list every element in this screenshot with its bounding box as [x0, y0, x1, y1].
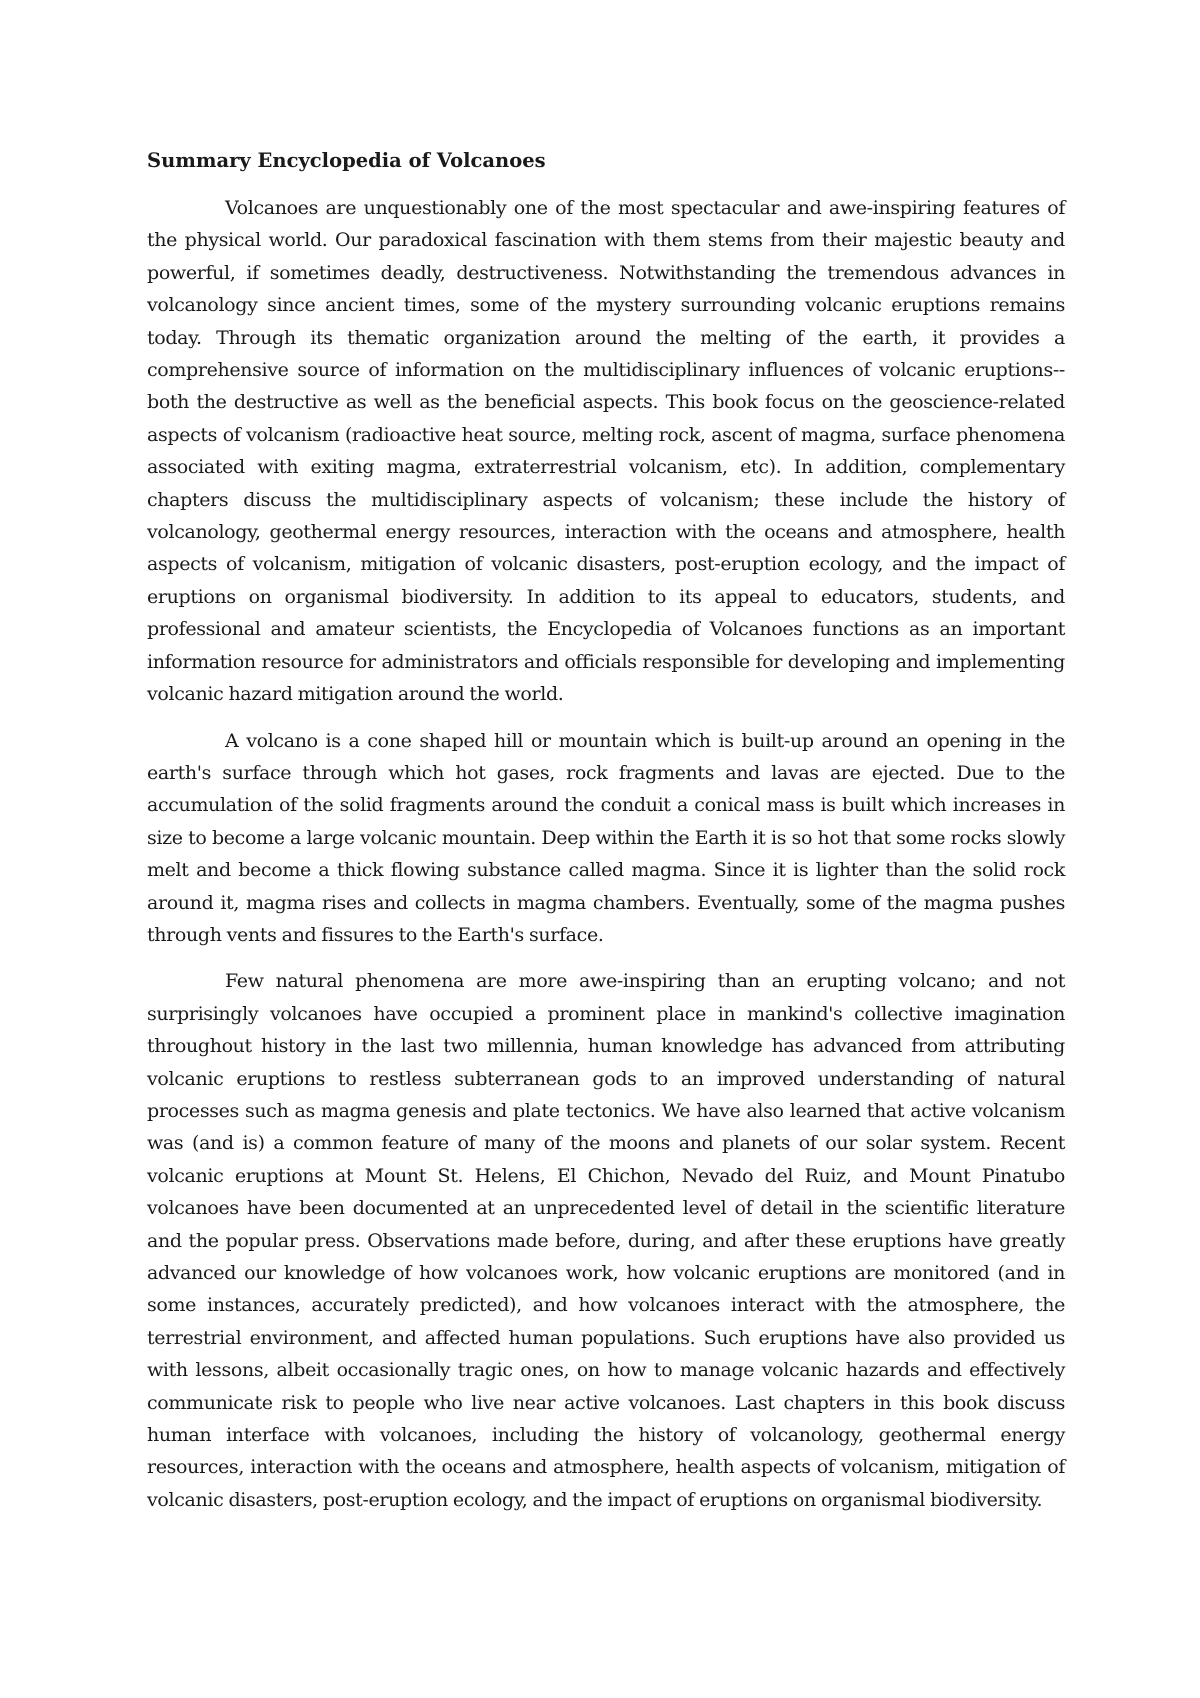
document-title: Summary Encyclopedia of Volcanoes — [147, 149, 546, 172]
paragraph-history-and-research: Few natural phenomena are more awe-inspiring than an erupting volcano; and not surprisingly volcanoes have occupied a prominent place in mankind's collective imagination throughout history in the last two millennia, human knowledge has advanced from attributing volcanic eruptions to restless subterranean gods to an improved understanding of natural processes such as magma genesis and plate tectonics. We have also learned that active volcanism was (and is) a common feature of many of the moons and planets of our solar system. Recent volcanic eruptions at Mount St. Helens, El Chichon, Nevado del Ruiz, and Mount Pinatubo volcanoes have been documented at an unprecedented level of detail in the scientific literature and the popular press. Observations made before, during, and after these eruptions have greatly advanced our knowledge of how volcanoes work, how volcanic eruptions are monitored (and in some instances, accurately predicted), and how volcanoes interact with the atmosphere, the terrestrial environment, and affected human populations. Such eruptions have also provided us with lessons, albeit occasionally tragic ones, on how to manage volcanic hazards and effectively communicate risk to people who live near active volcanoes. Last chapters in this book discuss human interface with volcanoes, including the history of volcanology, geothermal energy resources, interaction with the oceans and atmosphere, health aspects of volcanism, mitigation of volcanic disasters, post-eruption ecology, and the impact of eruptions on organismal biodiversity. — [147, 970, 1065, 1511]
document-body — [147, 145, 1065, 1530]
paragraph-intro: Volcanoes are unquestionably one of the most spectacular and awe-inspiring features of the physical world. Our paradoxical fascination with them stems from their majestic beauty and powerful, if sometimes deadly, destructiveness. Notwithstanding the tremendous advances in volcanology since ancient times, some of the mystery surrounding volcanic eruptions remains today. Through its thematic organization around the melting of the earth, it provides a comprehensive source of information on the multidisciplinary influences of volcanic eruptions--both the destructive as well as the beneficial aspects. This book focus on the geoscience-related aspects of volcanism (radioactive heat source, melting rock, ascent of magma, surface phenomena associated with exiting magma, extraterrestrial volcanism, etc). In addition, complementary chapters discuss the multidisciplinary aspects of volcanism; these include the history of volcanology, geothermal energy resources, interaction with the oceans and atmosphere, health aspects of volcanism, mitigation of volcanic disasters, post-eruption ecology, and the impact of eruptions on organismal biodiversity. In addition to its appeal to educators, students, and professional and amateur scientists, the Encyclopedia of Volcanoes functions as an important information resource for administrators and officials responsible for developing and implementing volcanic hazard mitigation around the world. — [147, 197, 1065, 706]
paragraph-volcano-definition: A volcano is a cone shaped hill or mountain which is built-up around an opening in the earth's surface through which hot gases, rock fragments and lavas are ejected. Due to the accumulation of the solid fragments around the conduit a conical mass is built which increases in size to become a large volcanic mountain. Deep within the Earth it is so hot that some rocks slowly melt and become a thick flowing substance called magma. Since it is lighter than the solid rock around it, magma rises and collects in magma chambers. Eventually, some of the magma pushes through vents and fissures to the Earth's surface. — [147, 729, 1065, 946]
